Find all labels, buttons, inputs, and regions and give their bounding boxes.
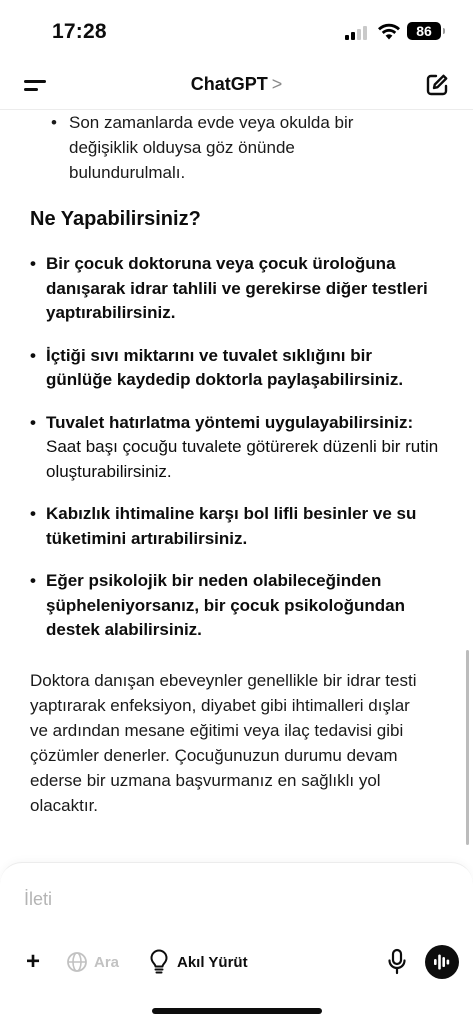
list-item-bold: Tuvalet hatırlatma yöntemi uygulayabilirsiniz: — [46, 412, 414, 432]
section-heading: Ne Yapabilirsiniz? — [30, 208, 201, 230]
list-item — [30, 344, 440, 393]
model-selector[interactable] — [0, 74, 473, 95]
status-bar — [0, 0, 473, 62]
lightbulb-icon — [148, 949, 170, 975]
reason-label: Akıl Yürüt — [177, 953, 248, 971]
message-input[interactable] — [24, 885, 444, 913]
list-item-bold: Kabızlık ihtimaline karşı bol lifli besinler ve su tüketimini artırabilirsiniz. — [46, 504, 417, 548]
search-label: Ara — [94, 953, 120, 971]
search-button[interactable] — [66, 947, 119, 977]
message-composer — [0, 862, 473, 1024]
list-item — [30, 569, 440, 643]
list-item-text: Saat başı çocuğu tuvalete götürerek düzenli bir rutin oluşturabilirsiniz. — [46, 437, 439, 481]
wifi-icon — [377, 22, 401, 40]
list-item — [51, 110, 381, 185]
bullet: • — [30, 571, 36, 590]
microphone-icon — [384, 947, 410, 977]
cellular-signal-icon — [345, 24, 371, 40]
voice-mode-button[interactable] — [425, 945, 459, 979]
status-time: 17:28 — [52, 20, 107, 43]
new-chat-icon[interactable] — [424, 72, 450, 98]
bullet: • — [30, 504, 36, 523]
voice-mode-icon — [425, 945, 459, 979]
bullet: • — [30, 254, 36, 273]
list-item-bold: İçtiği sıvı miktarını ve tuvalet sıklığını bir günlüğe kaydedip doktorla paylaşabilirsiniz. — [46, 345, 404, 389]
bullet: • — [30, 412, 36, 432]
app-header — [0, 62, 473, 110]
scrollbar[interactable] — [466, 650, 469, 845]
globe-icon — [66, 951, 88, 973]
battery-indicator: 86 — [407, 22, 441, 40]
list-item — [30, 502, 440, 551]
chat-response — [0, 110, 473, 862]
app-title: ChatGPT — [190, 74, 268, 94]
microphone-button[interactable] — [384, 947, 410, 977]
bullet: • — [30, 345, 36, 365]
list-item — [30, 411, 440, 485]
home-indicator — [152, 1008, 322, 1014]
reason-button[interactable] — [148, 947, 248, 977]
list-item-text: Son zamanlarda evde veya okulda bir değişiklik olduysa göz önünde bulundurulmalı. — [69, 113, 354, 182]
add-attachment-button[interactable]: + — [16, 945, 50, 979]
list-item-bold: Bir çocuk doktoruna veya çocuk üroloğuna danışarak idrar tahlili ve gerekirse diğer testleri yaptırabilirsiniz. — [46, 254, 428, 322]
list-item — [30, 252, 440, 326]
recommendation-list — [30, 252, 440, 661]
closing-paragraph: Doktora danışan ebeveynler genellikle bir idrar testi yaptırarak enfeksiyon, diyabet gibi ihtimalleri dışlar ve ardından mesane eğitimi veya ilaç tedavisi gibi çözümler denerler. Çocuğunuzun durumu devam ederse bir uzmana başvurmanız en sağlıklı yol olacaktır. — [30, 671, 417, 815]
bullet: • — [51, 113, 57, 132]
list-item-bold: Eğer psikolojik bir neden olabileceğinden şüpheleniyorsanız, bir çocuk psikoloğundan destek alabilirsiniz. — [46, 571, 405, 639]
chevron-right-icon: > — [271, 74, 283, 94]
